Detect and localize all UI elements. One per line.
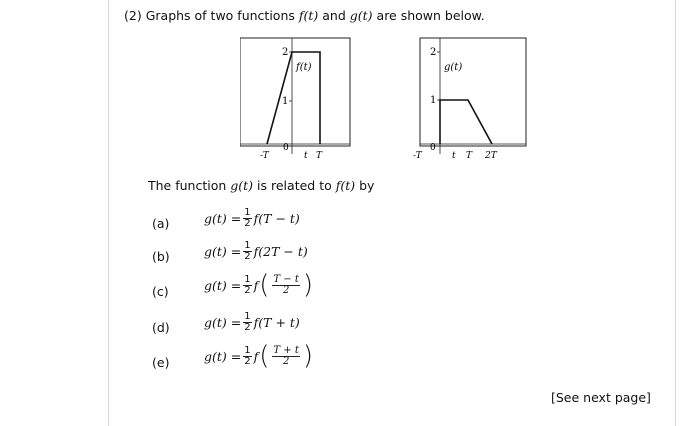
option-e-right-paren: ) [302, 341, 313, 371]
graph-g-xtick-0: 0 [430, 143, 436, 153]
option-d-arg: (T + t) [258, 315, 300, 330]
option-a-half: $\frac{1}{2}$ [244, 207, 251, 229]
option-c-right-paren: ) [302, 270, 313, 300]
graph-g-xtick-2T: 2T [485, 151, 497, 161]
question-number: (2) [124, 8, 142, 23]
option-e-func: f [253, 348, 259, 364]
option-b-half: $\frac{1}{2}$ [244, 240, 251, 262]
graph-g-label: g(t) [444, 62, 463, 73]
graph-g-curve [440, 100, 492, 144]
intro-middle: is related to [257, 178, 332, 193]
option-a-arg: (T − t) [258, 211, 300, 226]
option-e-left-paren: ( [259, 341, 270, 371]
option-e-lhs: g(t) = [204, 348, 242, 364]
question-text-prefix: Graphs of two functions [145, 8, 295, 23]
question-g-label: g(t) [349, 8, 373, 23]
option-a-formula[interactable] [204, 208, 300, 229]
option-d-formula[interactable] [204, 312, 300, 333]
see-next-page: [See next page] [551, 390, 651, 405]
option-c-letter: (c) [152, 284, 169, 299]
intro-g: g(t) [230, 178, 254, 193]
question-f-label: f(t) [298, 8, 319, 23]
graph-f [240, 36, 360, 166]
question-text-suffix: are shown below. [376, 8, 485, 23]
graph-f-xtick-t: t [304, 151, 308, 161]
option-c-lhs: g(t) = [204, 277, 242, 293]
graph-f-curve [267, 52, 320, 144]
intro-f: f(t) [335, 178, 356, 193]
option-c-half: $\frac{1}{2}$ [244, 273, 251, 296]
graph-g-xtick-T: T [466, 151, 473, 161]
intro-prefix: The function [148, 178, 227, 193]
graph-g-xtick-t: t [452, 151, 456, 161]
graph-f-xtick-0: 0 [283, 143, 289, 153]
option-c-arg-frac: $\frac{T - t}{2}$ [273, 273, 299, 296]
graph-g-xtick-neg-t: -T [413, 151, 422, 161]
option-b-func: f [253, 244, 259, 259]
option-d-letter: (d) [152, 320, 170, 335]
graph-f-ytick-1: 1 [282, 96, 289, 107]
graph-f-frame [240, 38, 350, 146]
option-b-letter: (b) [152, 249, 170, 264]
page-frame [108, 0, 676, 426]
option-c-func: f [253, 277, 259, 293]
option-e-formula[interactable] [204, 343, 314, 369]
graph-f-xtick-neg-t: -T [260, 151, 269, 161]
option-d-func: f [253, 315, 259, 330]
graph-f-label: f(t) [296, 62, 312, 73]
question-title [124, 8, 485, 23]
graph-g-ytick-2: 2 [430, 47, 437, 58]
relation-sentence [148, 178, 374, 193]
option-b-arg: (2T − t) [258, 244, 308, 259]
option-c-left-paren: ( [259, 270, 270, 300]
graph-g [410, 36, 530, 166]
option-d-half: $\frac{1}{2}$ [244, 311, 251, 333]
option-e-arg-frac: $\frac{T + t}{2}$ [273, 344, 299, 367]
option-a-lhs: g(t) = [204, 211, 242, 226]
option-e-letter: (e) [152, 355, 170, 370]
option-e-half: $\frac{1}{2}$ [244, 344, 251, 367]
question-and: and [322, 8, 346, 23]
graph-g-ytick-1: 1 [430, 95, 437, 106]
graph-f-xtick-T: T [316, 151, 323, 161]
graph-f-ytick-2: 2 [282, 47, 289, 58]
intro-suffix: by [359, 178, 375, 193]
option-a-letter: (a) [152, 216, 170, 231]
option-d-lhs: g(t) = [204, 315, 242, 330]
option-c-formula[interactable] [204, 272, 314, 298]
option-b-lhs: g(t) = [204, 244, 242, 259]
option-b-formula[interactable] [204, 241, 308, 262]
option-a-func: f [253, 211, 259, 226]
